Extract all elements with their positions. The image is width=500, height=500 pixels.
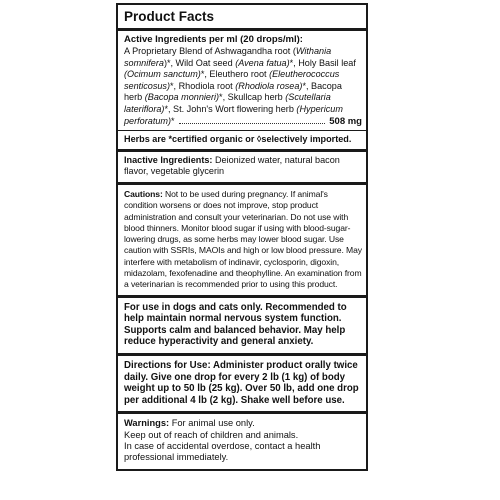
warnings-section [124,414,362,466]
ingredient-segment: (Scutellaria lateriflora) [124,92,331,114]
ingredient-segment: A Proprietary Blend of Ashwagandha root ( [124,46,296,56]
inactive-text: Deionized water, natural bacon flavor, vegetable glycerin [124,154,340,177]
ingredient-last-suffix: * [171,115,175,126]
active-ingredients-list [124,46,362,130]
herbs-note: Herbs are *certified organic or ◊selectively imported. [124,134,352,145]
warnings-line: Keep out of reach of children and animals. [124,429,299,440]
cautions-text: Not to be used during pregnancy. If animal's condition worsens or does not improve, stop product administration and consult your veterinarian. Do not use with blood thinners. Monitor blood sugar if using with blood-sugar- lowering drugs, as some herbs may lower blood sugar. Use caution with SSRIs, MAOIs and high or low blood pressure. May interfere with metabolism of indinavir, cyclosporin, digoxin, midazolam, fexofenadine and theophylline. An examination from a veterinarian is recommended prior to using this product. [124,188,362,290]
ingredient-segment: *, St. John's Wort flowering herb [164,103,297,114]
ingredient-segment: )*, Wild Oat seed [163,57,236,68]
ingredient-segment: (Ocimum sanctum) [124,69,201,80]
inactive-heading: Inactive Ingredients: [124,154,213,165]
warnings-heading: Warnings: [124,418,170,429]
inactive-ingredients-section [124,152,362,182]
panel-title: Product Facts [118,5,366,31]
ingredient-segment: (Rhodiola rosea) [235,80,303,91]
active-ingredients-section [124,31,362,130]
cautions-heading: Cautions: [124,188,163,199]
ingredient-segments [124,46,356,114]
ingredient-last-line: perforatum) [124,115,172,126]
for-use-section: For use in dogs and cats only. Recommended to help maintain normal nervous system function. Supports calm and balanced behavior. May help reduce hyperactivity and general anxiety. [124,301,347,348]
ingredient-segment: *, Eleuthero root [200,69,270,80]
ingredient-segment: (Eleutherococcus senticosus) [124,69,340,91]
ingredient-segment: Withania somnifera [124,46,332,68]
leader-dots [179,123,326,124]
ingredient-total-row [124,116,362,128]
warnings-line: For animal use only. [169,418,255,429]
active-ingredients-heading: Active Ingredients per ml (20 drops/ml): [124,34,303,45]
product-facts-panel [116,3,368,471]
ingredient-segment: (Avena fatua) [235,57,290,68]
ingredient-segment: (Hypericum [296,103,343,114]
ingredient-segment: (Bacopa monnieri) [144,92,220,103]
ingredient-segment: *, Skullcap herb [219,92,286,103]
cautions-section [124,185,362,295]
directions-section: Directions for Use: Administer product orally twice daily. Give one drop for every 2 lb (1 kg) of body weight up to 50 lb (25 kg). Over 50 lb, add one drop per additional 4 lb (2 kg). Shake well before use. [124,359,359,406]
ingredient-segment: *, Rhodiola root [170,80,236,91]
ingredient-segment: *, Holy Basil leaf [289,57,356,68]
warnings-line: In case of accidental overdose, contact a health professional immediately. [124,440,321,463]
ingredient-segment: *, Bacopa herb [124,80,342,103]
ingredient-amount: 508 mg [329,115,362,127]
